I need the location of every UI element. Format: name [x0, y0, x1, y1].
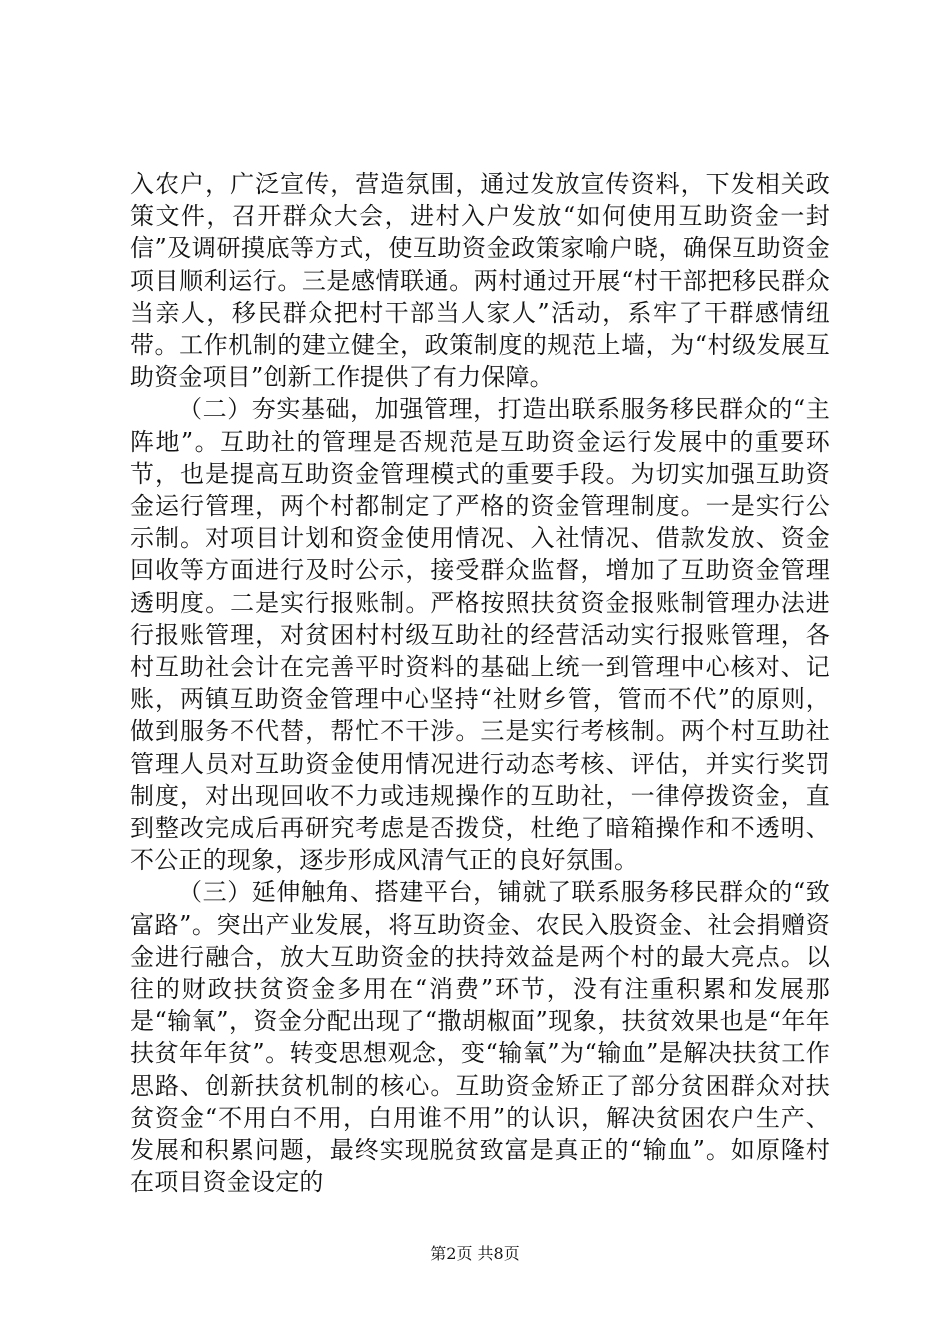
document-body [130, 168, 830, 1199]
paragraph-section-three: （三）延伸触角、搭建平台，铺就了联系服务移民群众的“致富路”。突出产业发展，将互助资金、农民入股资金、社会捐赠资金进行融合，放大互助资金的扶持效益是两个村的最大亮点。以往的财政扶贫资金多用在“消费”环节，没有注重积累和发展那是“输氧”，资金分配出现了“撒胡椒面”现象，扶贫效果也是“年年扶贫年年贫”。转变思想观念，变“输氧”为“输血”是解决扶贫工作思路、创新扶贫机制的核心。互助资金矫正了部分贫困群众对扶贫资金“不用白不用，白用谁不用”的认识，解决贫困农户生产、发展和积累问题，最终实现脱贫致富是真正的“输血”。如原隆村在项目资金设定的 [130, 878, 830, 1197]
paragraph-continuation: 入农户，广泛宣传，营造氛围，通过发放宣传资料，下发相关政策文件，召开群众大会，进村入户发放“如何使用互助资金一封信”及调研摸底等方式，使互助资金政策家喻户晓，确保互助资金项目顺利运行。三是感情联通。两村通过开展“村干部把移民群众当亲人，移民群众把村干部当人家人”活动，系牢了干群感情纽带。工作机制的建立健全，政策制度的规范上墙，为“村级发展互助资金项目”创新工作提供了有力保障。 [130, 170, 830, 392]
page-number-footer: 第2页 共8页 [430, 1244, 520, 1263]
paragraph-section-two: （二）夯实基础，加强管理，打造出联系服务移民群众的“主阵地”。互助社的管理是否规范是互助资金运行发展中的重要环节，也是提高互助资金管理模式的重要手段。为切实加强互助资金运行管理，两个村都制定了严格的资金管理制度。一是实行公示制。对项目计划和资金使用情况、入社情况、借款发放、资金回收等方面进行及时公示，接受群众监督，增加了互助资金管理透明度。二是实行报账制。严格按照扶贫资金报账制管理办法进行报账管理，对贫困村村级互助社的经营活动实行报账管理，各村互助社会计在完善平时资料的基础上统一到管理中心核对、记账，两镇互助资金管理中心坚持“社财乡管，管而不代”的原则，做到服务不代替，帮忙不干涉。三是实行考核制。两个村互助社管理人员对互助资金使用情况进行动态考核、评估，并实行奖罚制度，对出现回收不力或违规操作的互助社，一律停拨资金，直到整改完成后再研究考虑是否拨贷，杜绝了暗箱操作和不透明、不公正的现象，逐步形成风清气正的良好氛围。 [130, 395, 830, 875]
